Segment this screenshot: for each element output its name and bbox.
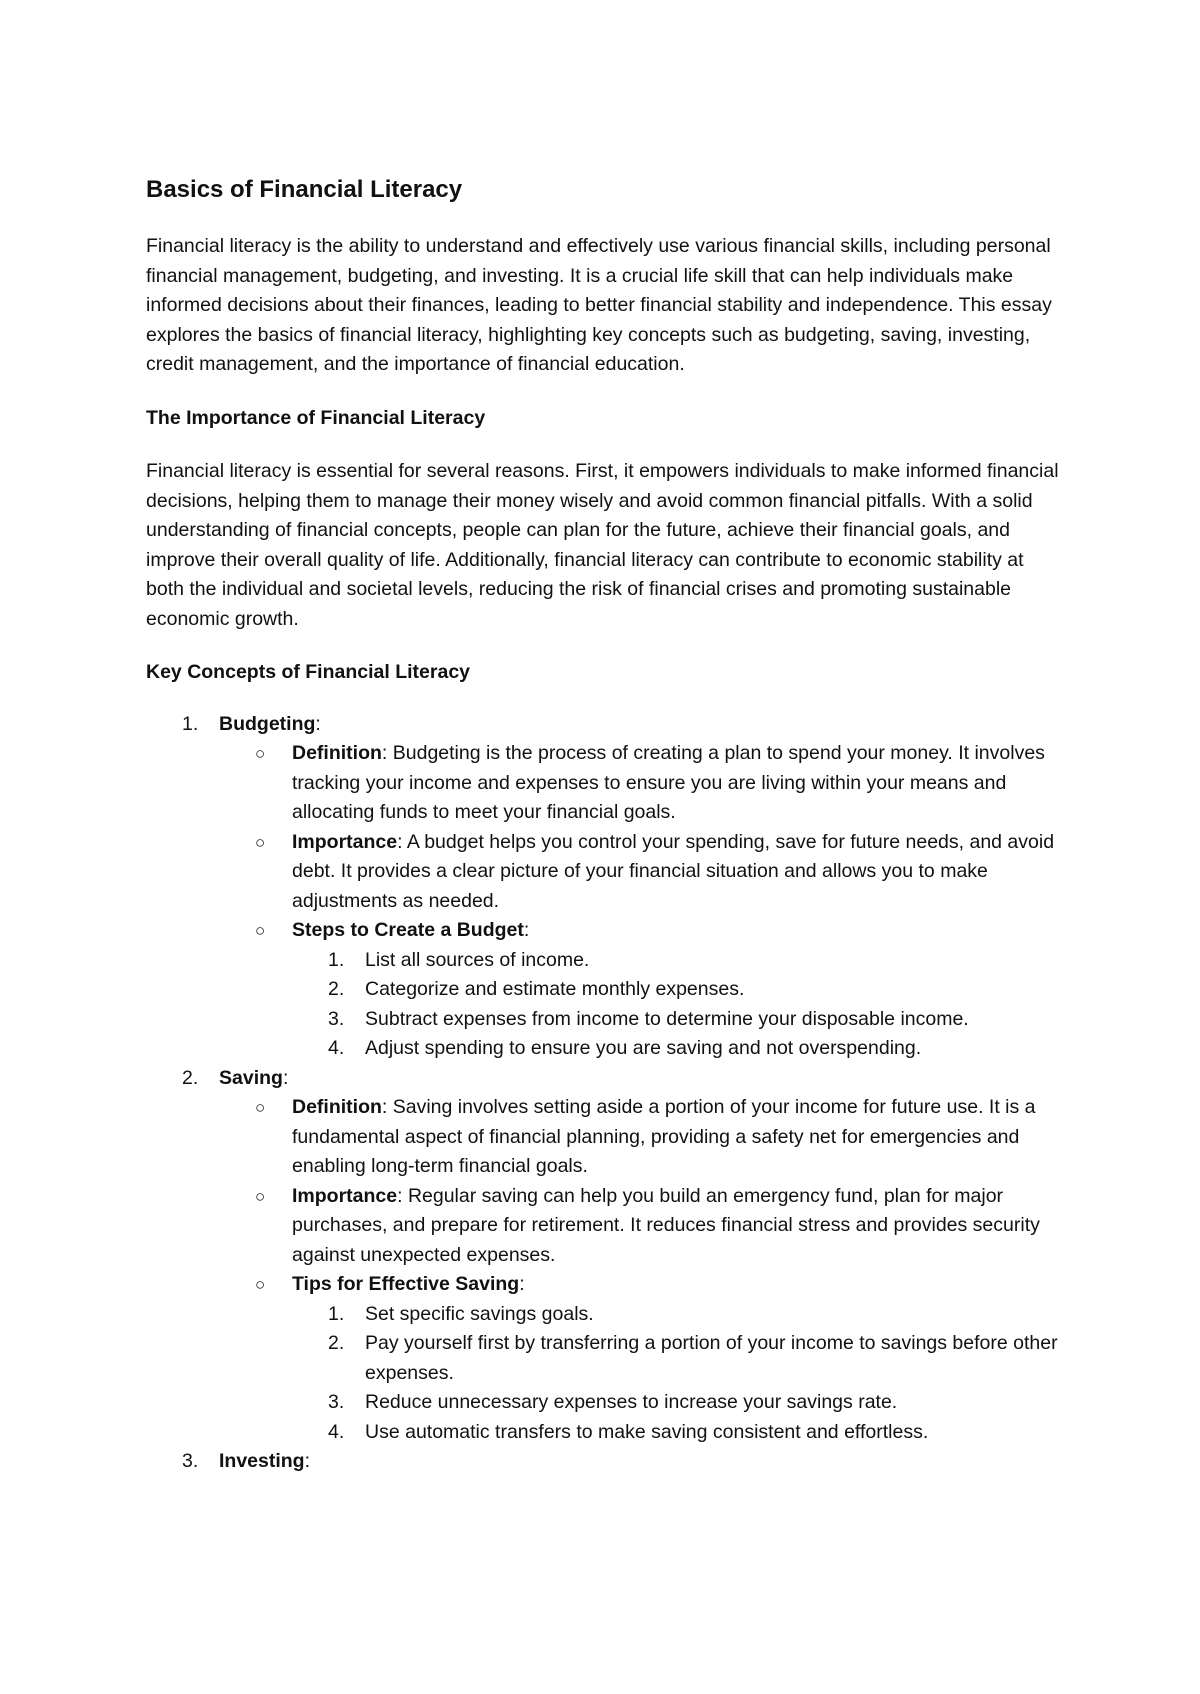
list-item-investing xyxy=(146,1447,1066,1477)
step-text: Use automatic transfers to make saving consistent and effortless. xyxy=(365,1420,929,1443)
list-item xyxy=(292,1329,1066,1388)
point-definition xyxy=(219,1093,1066,1182)
point-label: Definition xyxy=(292,1096,382,1118)
saving-tips-list xyxy=(292,1300,1066,1448)
list-item xyxy=(292,1005,1066,1035)
circle-bullet-icon: ○ xyxy=(255,1275,266,1294)
step-text: Set specific savings goals. xyxy=(365,1302,594,1325)
point-label: Tips for Effective Saving xyxy=(292,1273,520,1295)
intro-paragraph: Financial literacy is the ability to understand and effectively use various financial skills, including personal financial management, budgeting, and investing. It is a crucial life skill that can help individuals make informed decisions about their finances, leading to better financial stability and independence. This essay explores the basics of financial literacy, highlighting key concepts such as budgeting, saving, investing, credit management, and the importance of financial education. xyxy=(146,235,1052,375)
colon: : xyxy=(304,1450,311,1472)
point-label: Importance xyxy=(292,1184,398,1207)
importance-paragraph: Financial literacy is essential for several reasons. First, it empowers individuals to make informed financial decisions, helping them to manage their money wisely and avoid common financial pitfalls. With a solid understanding of financial concepts, people can plan for the future, achieve their financial goals, and improve their overall quality of life. Additionally, financial literacy can contribute to economic stability at both the individual and societal levels, reducing the risk of financial crises and promoting sustainable economic growth. xyxy=(146,460,1059,630)
step-text: Categorize and estimate monthly expenses. xyxy=(365,978,745,1000)
list-item xyxy=(292,1034,1066,1064)
document-title: Basics of Financial Literacy xyxy=(146,176,463,203)
document-body xyxy=(146,170,1066,1477)
point-text: : Budgeting is the process of creating a plan to spend your money. It involves tracking your income and expenses to ensure you are living within your means and allocating funds to meet your financial goals. xyxy=(292,742,1045,823)
list-item-budgeting xyxy=(146,710,1066,1064)
list-number: 3. xyxy=(328,1007,345,1030)
circle-bullet-icon: ○ xyxy=(255,921,266,940)
list-number: 1. xyxy=(182,712,199,735)
colon: : xyxy=(315,712,321,735)
concept-title: Investing xyxy=(219,1450,305,1472)
point-steps xyxy=(219,916,1066,1064)
section-heading-importance: The Importance of Financial Literacy xyxy=(146,406,486,429)
saving-points xyxy=(219,1093,1066,1447)
step-text: List all sources of income. xyxy=(365,948,590,971)
budget-steps-list xyxy=(292,946,1066,1064)
point-text: : A budget helps you control your spending, save for future needs, and avoid debt. It provides a clear picture of your financial situation and allows you to make adjustments as needed. xyxy=(292,830,1055,912)
step-text: Reduce unnecessary expenses to increase your savings rate. xyxy=(365,1391,898,1413)
concept-title: Budgeting xyxy=(219,712,316,735)
list-number: 4. xyxy=(328,1037,345,1059)
point-text: : Saving involves setting aside a portion of your income for future use. It is a fundamental aspect of financial planning, providing a safety net for emergencies and enabling long-term financial goals. xyxy=(292,1096,1036,1177)
budgeting-points xyxy=(219,739,1066,1064)
list-number: 2. xyxy=(182,1066,199,1089)
list-number: 3. xyxy=(182,1450,199,1472)
section-heading-key-concepts: Key Concepts of Financial Literacy xyxy=(146,661,471,683)
point-label: Steps to Create a Budget xyxy=(292,919,524,941)
circle-bullet-icon: ○ xyxy=(255,744,266,763)
circle-bullet-icon: ○ xyxy=(255,1098,266,1117)
concept-title: Saving xyxy=(219,1066,283,1089)
list-number: 4. xyxy=(328,1420,345,1443)
circle-bullet-icon: ○ xyxy=(255,1186,266,1206)
list-item xyxy=(292,975,1066,1005)
point-text: : xyxy=(519,1273,525,1295)
list-item xyxy=(292,1300,1066,1330)
list-item xyxy=(292,1418,1066,1448)
point-label: Importance xyxy=(292,830,398,853)
circle-bullet-icon: ○ xyxy=(255,832,266,852)
point-tips xyxy=(219,1270,1066,1447)
point-importance xyxy=(219,1182,1066,1271)
step-text: Subtract expenses from income to determine your disposable income. xyxy=(365,1007,969,1030)
point-text: : xyxy=(523,919,530,941)
list-number: 3. xyxy=(328,1391,345,1413)
list-item xyxy=(292,946,1066,976)
list-item xyxy=(292,1388,1066,1418)
list-number: 1. xyxy=(328,1302,345,1325)
step-text: Pay yourself first by transferring a portion of your income to savings before other expenses. xyxy=(365,1332,1058,1384)
point-label: Definition xyxy=(292,742,382,764)
concepts-list xyxy=(146,710,1066,1477)
step-text: Adjust spending to ensure you are saving and not overspending. xyxy=(365,1037,922,1059)
point-definition xyxy=(219,739,1066,828)
list-number: 1. xyxy=(328,948,345,971)
list-item-saving xyxy=(146,1064,1066,1448)
point-text: : Regular saving can help you build an emergency fund, plan for major purchases, and prepare for retirement. It reduces financial stress and provides security against unexpected expenses. xyxy=(292,1184,1040,1266)
point-importance xyxy=(219,828,1066,917)
list-number: 2. xyxy=(328,978,345,1000)
colon: : xyxy=(282,1066,289,1089)
list-number: 2. xyxy=(328,1332,345,1354)
